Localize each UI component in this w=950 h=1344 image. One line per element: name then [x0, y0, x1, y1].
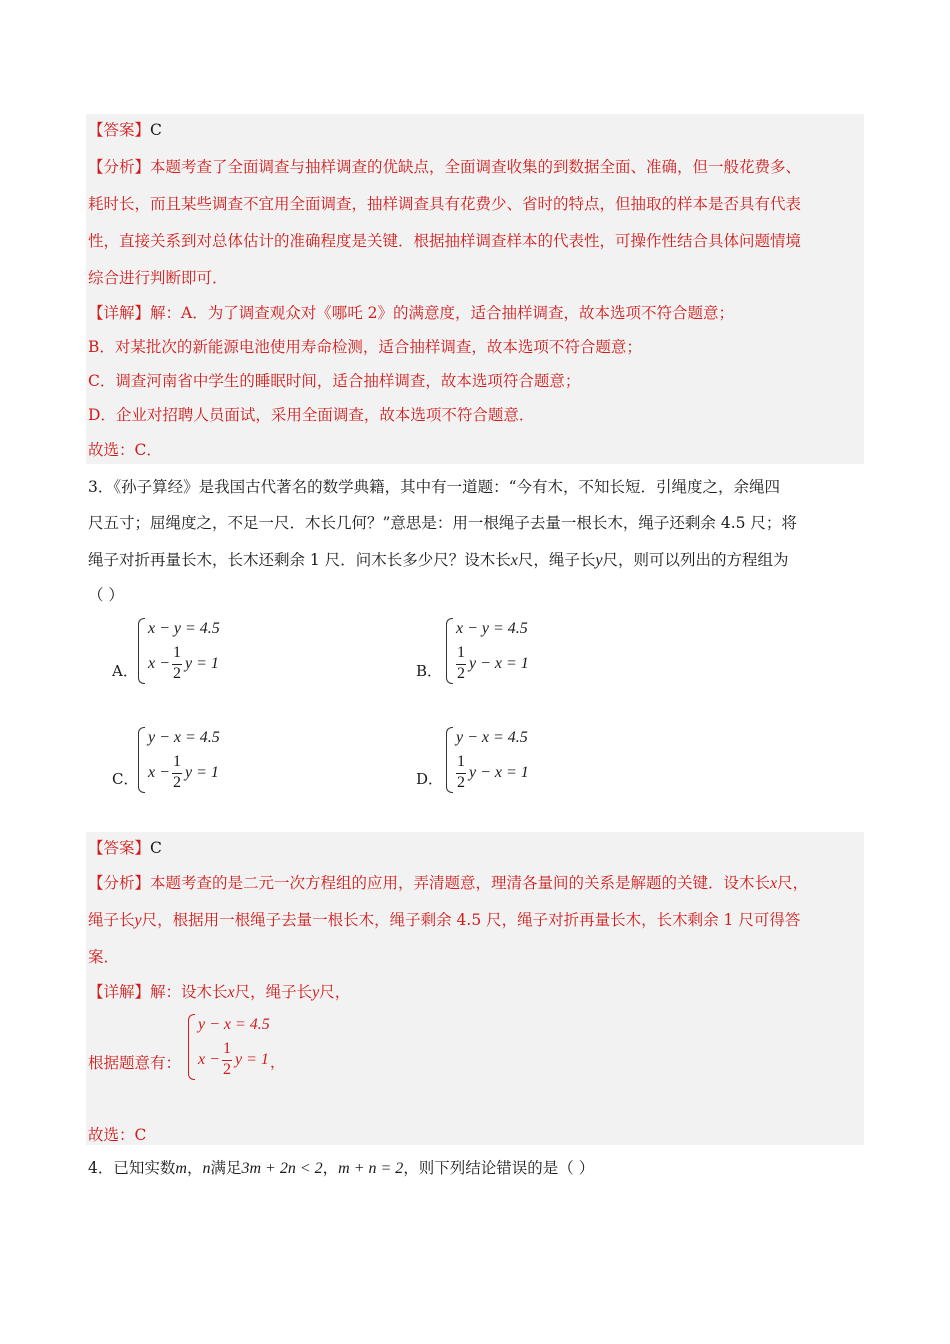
var-x: x — [510, 552, 518, 569]
answer-line-q3 — [88, 838, 162, 858]
option-b-system: x − y = 4.5 1 2 y − x = 1 — [446, 618, 546, 686]
answer-value: C — [150, 121, 162, 139]
option-a-system: x − y = 4.5 x − 1 2 y = 1 — [138, 618, 238, 686]
q3-line-1: 3．《孙子算经》是我国古代著名的数学典籍，其中有一道题：“今有木，不知长短．引绳度之，余绳四 — [88, 478, 781, 496]
q3-line-2: 尺五寸；屈绳度之，不足一尺．木长几何？”意思是：用一根绳子去量一根长木，绳子还剩余 4.5 尺；将 — [88, 514, 797, 532]
option-a[interactable]: A． — [112, 662, 138, 680]
choice-line: 故选：C． — [88, 441, 162, 459]
choice-line: 故选：C — [88, 1126, 147, 1144]
analysis-line-3: 性，直接关系到对总体估计的准确程度是关键．根据抽样调查样本的代表性，可操作性结合具体问题情境 — [88, 232, 802, 250]
answer-tag: 【答案】 — [88, 839, 151, 857]
analysis-tag: 【分析】 — [88, 874, 151, 892]
analysis-tag: 【分析】 — [88, 158, 151, 176]
detail-tag: 【详解】 — [88, 983, 151, 1001]
detail-line-2: B．对某批次的新能源电池使用寿命检测，适合抽样调查，故本选项不符合题意； — [88, 338, 642, 356]
option-c[interactable]: C． — [112, 770, 139, 788]
q3-paren: （ ） — [88, 586, 124, 604]
analysis-line-1: 【分析】本题考查了全面调查与抽样调查的优缺点，全面调查收集的到数据全面、准确，但一般花费多、 — [88, 158, 802, 176]
detail-tag: 【详解】 — [88, 304, 151, 322]
answer-value: C — [150, 839, 162, 857]
detail-line-1: 【详解】解：A．为了调查观众对《哪吒 2》的满意度，适合抽样调查，故本选项不符合题意； — [88, 304, 735, 322]
detail-line-3: C．调查河南省中学生的睡眠时间，适合抽样调查，故本选项符合题意； — [88, 372, 581, 390]
analysis-line-3: 案． — [88, 948, 120, 966]
answer-line-q2 — [88, 120, 162, 140]
option-b[interactable]: B． — [416, 662, 443, 680]
option-d[interactable]: D． — [416, 770, 444, 788]
answer-tag: 【答案】 — [88, 121, 151, 139]
option-d-system: y − x = 4.5 1 2 y − x = 1 — [446, 727, 546, 795]
var-y: y — [595, 552, 603, 569]
analysis-line-4: 综合进行判断即可． — [88, 269, 228, 287]
analysis-line-2: 绳子长y尺，根据用一根绳子去量一根长木，绳子剩余 4.5 尺，绳子对折再量长木，长木剩余 1 尺可得答 — [88, 911, 801, 929]
detail-line-4: D．企业对招聘人员面试，采用全面调查，故本选项不符合题意． — [88, 406, 535, 424]
q3-line-3: 绳子对折再量长木，长木还剩余 1 尺．问木长多少尺？设木长x尺，绳子长y尺，则可以列出的方程组为 — [88, 551, 789, 569]
detail-line-1: 【详解】解：设木长x尺，绳子长y尺， — [88, 983, 351, 1001]
option-c-system: y − x = 4.5 x − 1 2 y = 1 — [138, 727, 238, 795]
q4-line: 4．已知实数m，n满足3m + 2n < 2，m + n = 2，则下列结论错误的是（ ） — [88, 1159, 595, 1177]
analysis-line-1: 【分析】本题考查的是二元一次方程组的应用，弄清题意，理清各量间的关系是解题的关键．设木长x尺， — [88, 874, 809, 892]
detail-system: y − x = 4.5 x − 1 2 y = 1 ， — [188, 1014, 288, 1082]
analysis-line-2: 耗时长，而且某些调查不宜用全面调查，抽样调查具有花费少、省时的特点，但抽取的样本是否具有代表 — [88, 195, 802, 213]
detail-line-2: 根据题意有： — [88, 1054, 182, 1072]
